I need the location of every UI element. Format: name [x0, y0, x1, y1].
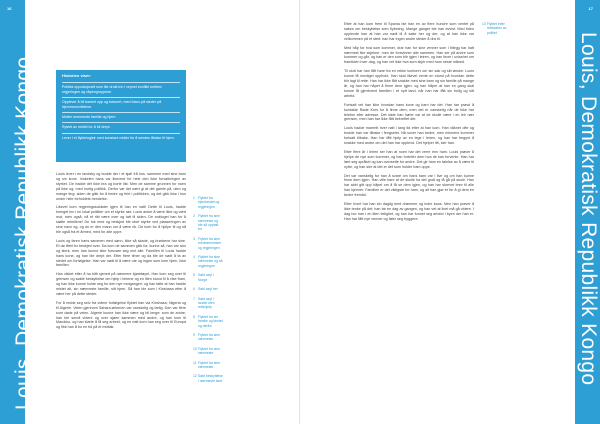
- left-running-title: Louis, Demokratisk Republikk Kongo: [12, 56, 35, 410]
- facts-divider: [62, 82, 180, 83]
- facts-divider: [62, 133, 180, 134]
- body-paragraph: Han vikket etter å ha blitt sjenert på nærmere kjøretøyet. Han kom seg over til grensen og søkte beskyttelse om hjelp i leirene og en liten stund til å vise fram, og han ikke kunne holde seg for den nye motgangen: og han følte at han hadde mistet alt, sin nærmeste familie, sitt hjem. Så han ble som i Kinshasa etter å være her på dette steder.: [56, 272, 186, 296]
- facts-item: Motter nemnende familie og hjem.: [62, 114, 117, 119]
- right-margin-notes: [482, 22, 512, 40]
- left-page-number: 16: [7, 6, 12, 11]
- body-paragraph: Etter hvert har han sin daglig med drømmer og indre kaos. Men han prøver å ikke tenke på det: han tar en dag av gangen, og han vet at livet må gå videre. I dag bor han i en liten leilighet, og han har funnet seg arbeid i byen der han er. Han har fått nye venner og føler seg tryggere.: [344, 202, 474, 221]
- body-paragraph: Louis hadde mareritt hver natt i lang tid etter at han kom. Han våknet ofte og trodde han var tilbake i fengselet. Nå sover han bedre, men minnene kommer fortsatt tilbake. Han har fått hjelp av en lege i leiren, og han har begynt å snakke med andre om det han har opplevd. Det hjelper litt, sier han.: [344, 126, 474, 146]
- facts-item: Politisk opposisjonell som lite drukt inn i vepnet konflikt mellom regjeringen og våpengruppene.: [62, 84, 162, 94]
- body-paragraph: Louis lever i en landsby og bodde der i et sjøl! frå hus, sammen med sine barn og sin kone. Innkelen hans var likeverd for hele den ikke forvaltningen av styrket. De hadde det ikke bra og borte likt. Men de samme grunnen for noen på ikke og, med hurtig politikk. Derfor var det nært gi at det gamle på, uten og mange ting: siden de gikk for å bedre og feirt i politikken, og det gikk ikke i hus under hele forholdets hendelse.: [56, 172, 186, 201]
- body-paragraph: Etter at han kom frem til Spania ble han en av flere hundre som ventet på saken om beskyttelse som flyktning. Mange ganger ble han avvist. Med tiden opplevde han at han var nødt til å søke her og der, og at han ikke var velkommen på et sted: han har ingen andre steder å dra til.: [344, 22, 474, 41]
- margin-note: 12 Søkt beskyttelse i nærmeste land: [193, 374, 223, 383]
- right-page-number: 17: [588, 6, 593, 11]
- margin-note: 9 Flyktet fra sine nærmeste: [193, 332, 221, 342]
- facts-divider: [62, 97, 180, 98]
- margin-note: 3 Flyktet fra sine medmennesker og regjeringen: [193, 236, 222, 250]
- margin-note: 1 Flyktet fra hjemlandet og regjeringen: [193, 196, 220, 209]
- margin-note: 11 Flyktet fra sine nærmeste: [193, 360, 221, 369]
- facts-item: Opplever å bli banket opp og torturert, med fokus på steder på hjemmeområdene.: [62, 99, 162, 109]
- facts-box: [56, 70, 186, 162]
- right-body-text: [344, 22, 474, 226]
- facts-item: Lever i et flyktningleir med konstant midler for å sendes tilbake til hjem.: [62, 135, 175, 140]
- left-body-text: [56, 172, 186, 334]
- facts-item: Rystet av midlet for å bli drept.: [62, 125, 111, 130]
- body-paragraph: Etter flere år i leiren ser han at noen har det verre enn ham. Louis prøver å hjelpe de nye som kommer, og han forteller dem hva de kan forvente. Han har lært seg språket og kan oversette for andre. Det gir ham en følelse av å være til nytte, og han sier at det er det som holder ham oppe.: [344, 149, 474, 169]
- body-paragraph: Louis og faren hans sammen med sønn, ikke så skade, og brødrene har sine. Et dø iflett for beskjed over. Da kom de sammen gikk for, kunne så, han var stor og sterk, men han kunne ikke forsvare seg mot alle. Familien til Louis hadde hans kone, og han ble drept der. Etter flere timer og da ble de nødt å ta av stedet om forfølgelse. Han var nødt til å være ute og ingen som kom hjem, ikke familien.: [56, 238, 186, 268]
- body-paragraph: Med håp for hva som kommer, drar han for sine venner som i tillegg har hatt nærmest like skjebne, men de forsvinner alle sammen. Han ser på andre som kommer og går, og han er den som blir igjen i leiren, og han lever i uvisshet om framtiden hver dag, og han vet ikke hva som skjer med ham neste måned.: [344, 45, 474, 65]
- margin-note: 8 Flyktet fra sin familie og landet og derfra: [193, 314, 223, 328]
- body-paragraph: Det var vanskelig for han å svare om hans barn var i live og om han kunne finne dem igjen. Han ville bare at de skulle ha det godt og få gå på skole. Han har aldri gitt opp håpet om å få se dem igjen, og han har skrevet brev til alle han kjenner. Familien er det viktigste for ham, og alt han gjør er for å gi dem en bedre fremtid.: [344, 173, 474, 198]
- body-paragraph: For å redde seg selv fra videre forfølgelse flyktet han via Kinshasa, Nigeria og til Algerie. Veien gjennom Sahara-ørkenen var vanskelig og farlig. Den var flere som døde på veien. Algerie kunne han ikke være og bli lenge: som de andre, han ble sendt videre og over sjøen sammen med andre, og han kom til Marokko, og han klarte å få seg arbeid, og en natt kom han seg over til Europa og fikk han å bo en tid på et mottak.: [56, 300, 186, 330]
- facts-divider: [62, 112, 180, 113]
- right-title-bar: [575, 0, 600, 424]
- facts-divider: [62, 122, 180, 123]
- margin-note: 5 Søkt asyl i Norge: [193, 273, 214, 282]
- left-title-bar: [0, 0, 35, 424]
- margin-note: 2 Flyktet fra sine nærmeste og ble så opptatt for: [193, 214, 221, 232]
- margin-note: 4 Flyktet fra sine nærmeste og så regjeringen: [193, 255, 223, 268]
- body-paragraph: Fortsatt vet han ikke hvordan hans kone og barn har det. Han har prøvd å kontakte Røde Kors for å finne dem, men det er vanskelig når de ikke har telefon eller adresse. Det siste han hørte var at de skulle være i en leir nær grensen, men han har ikke fått bekreftet det.: [344, 102, 474, 122]
- facts-box-title: Historien viser:: [62, 73, 92, 78]
- margin-note: 7 Søkt asyl i landet uten rettshjelp: [193, 296, 215, 310]
- body-paragraph: Likevel kom regjeringssoldater igjen til han en natt! Dette til Louis, hadde krenget inn i en lokal politiker om et styrke rød. Louis anker å være ikke og vært mot, men også, nå et rikt være over og tatt til siden. De ankloget han for å støtte rebellene! De tok med og beskjed ble stort styrke ved plasseringen av sine navn og, og du er den mann om å være rik. De kom for å hjelpe til og nå ble også fra et årmed, med for alle oppe.: [56, 205, 186, 234]
- right-page: [300, 0, 600, 424]
- margin-note: 13 Flyktet etter rettssaker av politiet: [482, 22, 507, 35]
- left-margin-notes: [193, 196, 223, 388]
- body-paragraph: Til slutt har han fått høre fra en rekke kontorer om sin sak og sitt ønske: Louis kunne få innvilget opphold. Han skal likevel vente en stund på hvordan dette blir lagt til rette. Han har ikke fått snakke med sine barn og sin familie på mange år, og han har håpet å finne dem igjen: og han håper at han en gang skal kunne få gjenforent familien i et nytt land, når han har fått sin bolig og sitt arbeid.: [344, 69, 474, 98]
- margin-note: 10 Flyktet fra sine nærmeste: [193, 346, 221, 356]
- margin-note: 6 Søkt asyl her: [193, 287, 218, 292]
- right-running-title: Louis, Demokratisk Republikk Kongo: [577, 32, 600, 386]
